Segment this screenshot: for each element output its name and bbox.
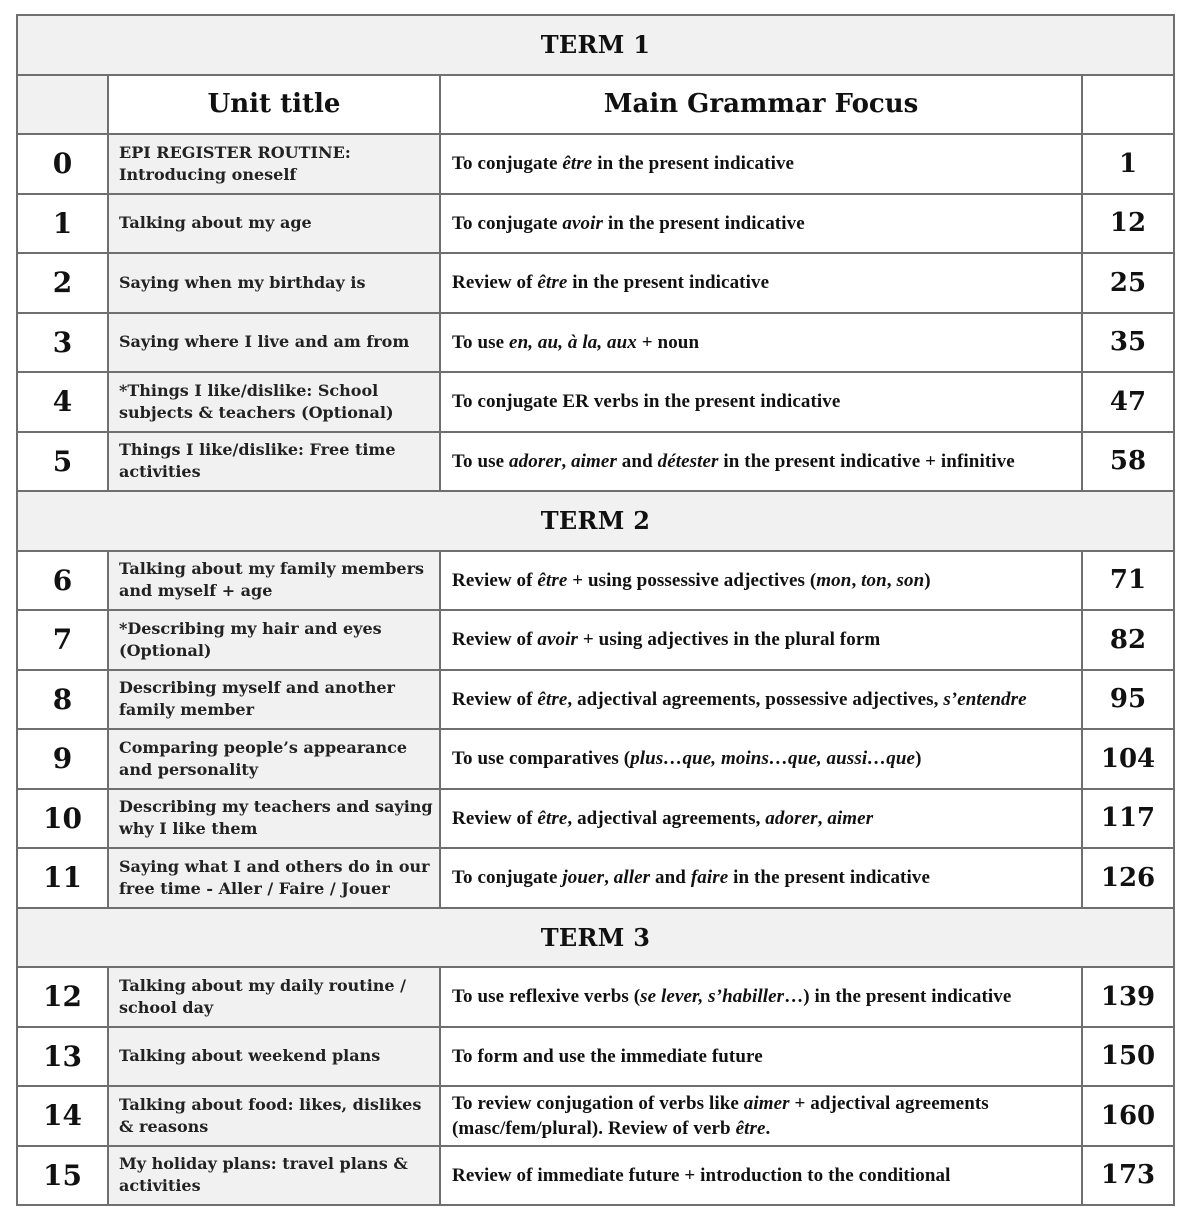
grammar-text-segment: + adjectival agreements (masc/fem/plural). Review of verb — [452, 1092, 989, 1139]
grammar-text-segment: To conjugate — [452, 153, 563, 175]
grammar-italic-term: ton — [861, 569, 887, 591]
table-row — [17, 432, 1174, 492]
term-heading: TERM 2 — [17, 491, 1174, 551]
grammar-italic-term: s’entendre — [943, 688, 1027, 710]
grammar-italic-term: aller — [613, 867, 651, 889]
grammar-focus — [440, 729, 1082, 789]
grammar-italic-term: détester — [657, 450, 719, 472]
grammar-italic-term: faire — [690, 867, 729, 889]
grammar-text-segment: + using adjectives in the plural form — [578, 629, 881, 651]
grammar-focus — [440, 194, 1082, 254]
grammar-focus-text — [452, 865, 1073, 890]
unit-title: Describing myself and another family member — [108, 670, 440, 730]
unit-number: 5 — [17, 432, 108, 492]
page-number: 104 — [1082, 729, 1174, 789]
grammar-italic-term: avoir — [537, 629, 579, 651]
table-row — [17, 313, 1174, 373]
unit-title: My holiday plans: travel plans & activities — [108, 1146, 440, 1206]
grammar-text-segment: To use reflexive verbs ( — [452, 986, 641, 1008]
grammar-focus-text — [452, 330, 1073, 355]
grammar-focus-text — [452, 270, 1073, 295]
unit-title: *Describing my hair and eyes (Optional) — [108, 610, 440, 670]
grammar-text-segment: To review conjugation of verbs like — [452, 1092, 744, 1114]
page-number: 25 — [1082, 253, 1174, 313]
page-number: 160 — [1082, 1086, 1174, 1146]
unit-number: 3 — [17, 313, 108, 373]
table-row — [17, 789, 1174, 849]
unit-number: 8 — [17, 670, 108, 730]
grammar-focus-text — [452, 984, 1073, 1009]
unit-number: 2 — [17, 253, 108, 313]
grammar-italic-term: être — [537, 272, 568, 294]
unit-number: 10 — [17, 789, 108, 849]
grammar-focus — [440, 848, 1082, 908]
table-row — [17, 253, 1174, 313]
page-number: 173 — [1082, 1146, 1174, 1206]
table-row — [17, 670, 1174, 730]
unit-title: Talking about my family members and myself + age — [108, 551, 440, 611]
grammar-italic-term: jouer — [562, 867, 605, 889]
grammar-text-segment: To use — [452, 331, 510, 353]
page-number: 95 — [1082, 670, 1174, 730]
grammar-focus-text — [452, 449, 1073, 474]
grammar-focus — [440, 551, 1082, 611]
unit-title: Talking about my age — [108, 194, 440, 254]
grammar-focus — [440, 313, 1082, 373]
grammar-focus — [440, 789, 1082, 849]
grammar-text-segment: To use — [452, 450, 510, 472]
page-number: 139 — [1082, 967, 1174, 1027]
unit-number: 6 — [17, 551, 108, 611]
grammar-text-segment: Review of — [452, 629, 538, 651]
unit-number: 1 — [17, 194, 108, 254]
grammar-text-segment: To conjugate — [452, 867, 563, 889]
unit-title: *Things I like/dislike: School subjects & teachers (Optional) — [108, 372, 440, 432]
grammar-focus-text — [452, 1091, 1073, 1141]
grammar-focus — [440, 1086, 1082, 1146]
grammar-focus-text — [452, 627, 1073, 652]
grammar-italic-term: être — [537, 569, 568, 591]
grammar-italic-term: aimer — [571, 450, 617, 472]
grammar-text-segment: + using possessive adjectives ( — [567, 569, 817, 591]
grammar-text-segment: ) — [924, 569, 931, 591]
page-number: 1 — [1082, 134, 1174, 194]
scheme-of-work-table — [16, 14, 1175, 1206]
unit-number: 4 — [17, 372, 108, 432]
grammar-italic-term: aimer — [827, 807, 874, 829]
grammar-italic-term: son — [896, 569, 925, 591]
grammar-text-segment: Review of — [452, 569, 538, 591]
unit-number: 12 — [17, 967, 108, 1027]
page-number: 126 — [1082, 848, 1174, 908]
header-grammar-focus: Main Grammar Focus — [440, 75, 1082, 135]
unit-number: 13 — [17, 1027, 108, 1087]
page-number: 12 — [1082, 194, 1174, 254]
table-row — [17, 551, 1174, 611]
unit-number: 11 — [17, 848, 108, 908]
grammar-text-segment: and — [650, 867, 691, 889]
grammar-text-segment: , — [604, 867, 614, 889]
page-number: 47 — [1082, 372, 1174, 432]
grammar-italic-term: mon — [816, 569, 852, 591]
unit-number: 15 — [17, 1146, 108, 1206]
unit-number: 7 — [17, 610, 108, 670]
grammar-focus — [440, 372, 1082, 432]
grammar-focus-text — [452, 151, 1073, 176]
table-row — [17, 1027, 1174, 1087]
table-row — [17, 848, 1174, 908]
grammar-focus-text — [452, 806, 1073, 831]
page-number: 35 — [1082, 313, 1174, 373]
grammar-focus — [440, 1146, 1082, 1206]
grammar-italic-term: adorer — [509, 450, 562, 472]
unit-number: 14 — [17, 1086, 108, 1146]
grammar-focus — [440, 134, 1082, 194]
grammar-focus — [440, 253, 1082, 313]
grammar-italic-term: plus…que, moins…que, aussi…que — [630, 748, 916, 770]
grammar-focus — [440, 670, 1082, 730]
grammar-text-segment: To conjugate ER verbs in the present indicative — [452, 391, 841, 413]
grammar-text-segment: in the present indicative — [567, 272, 770, 294]
term-header-row — [17, 15, 1174, 75]
page-number: 117 — [1082, 789, 1174, 849]
grammar-focus-text — [452, 1163, 1073, 1188]
grammar-text-segment: , — [886, 569, 897, 591]
grammar-text-segment: To use comparatives ( — [452, 748, 631, 770]
unit-title: Comparing people’s appearance and personality — [108, 729, 440, 789]
unit-number: 0 — [17, 134, 108, 194]
grammar-italic-term: en, au, à la, aux — [509, 331, 637, 353]
grammar-text-segment: in the present indicative — [728, 867, 930, 889]
grammar-focus-text — [452, 1044, 1073, 1069]
page-number: 150 — [1082, 1027, 1174, 1087]
term-heading: TERM 3 — [17, 908, 1174, 968]
table-body — [17, 15, 1174, 1205]
grammar-focus-text — [452, 211, 1073, 236]
term-header-row — [17, 491, 1174, 551]
table-row — [17, 134, 1174, 194]
table-row — [17, 610, 1174, 670]
grammar-text-segment: …) in the present indicative — [784, 986, 1012, 1008]
unit-title: EPI REGISTER ROUTINE: Introducing oneself — [108, 134, 440, 194]
grammar-text-segment: . — [765, 1117, 771, 1139]
page-number: 58 — [1082, 432, 1174, 492]
grammar-text-segment: , — [561, 450, 572, 472]
grammar-italic-term: se lever, s’habiller — [640, 986, 785, 1008]
term-header-row — [17, 908, 1174, 968]
grammar-focus — [440, 1027, 1082, 1087]
grammar-text-segment: in the present indicative — [603, 212, 805, 234]
grammar-italic-term: adorer — [765, 807, 818, 829]
unit-title: Talking about my daily routine / school day — [108, 967, 440, 1027]
unit-title: Describing my teachers and saying why I like them — [108, 789, 440, 849]
grammar-focus — [440, 432, 1082, 492]
header-unit-title: Unit title — [108, 75, 440, 135]
grammar-text-segment: ) — [915, 748, 922, 770]
grammar-text-segment: , adjectival agreements, — [567, 807, 766, 829]
grammar-italic-term: être — [537, 688, 568, 710]
grammar-italic-term: être — [537, 807, 568, 829]
unit-number: 9 — [17, 729, 108, 789]
grammar-text-segment: and — [616, 450, 658, 472]
grammar-text-segment: in the present indicative — [592, 153, 795, 175]
table-row — [17, 729, 1174, 789]
unit-title: Saying when my birthday is — [108, 253, 440, 313]
table-row — [17, 372, 1174, 432]
grammar-text-segment: Review of immediate future + introduction to the conditional — [452, 1164, 951, 1186]
grammar-italic-term: être — [562, 153, 593, 175]
page-number: 82 — [1082, 610, 1174, 670]
page-number: 71 — [1082, 551, 1174, 611]
unit-title: Saying where I live and am from — [108, 313, 440, 373]
table-row — [17, 194, 1174, 254]
term-heading: TERM 1 — [17, 15, 1174, 75]
grammar-text-segment: Review of — [452, 272, 538, 294]
grammar-text-segment: Review of — [452, 807, 538, 829]
grammar-italic-term: avoir — [562, 212, 603, 234]
grammar-text-segment: , — [817, 807, 828, 829]
grammar-focus-text — [452, 568, 1073, 593]
grammar-text-segment: , adjectival agreements, possessive adjectives, — [567, 688, 944, 710]
grammar-focus-text — [452, 687, 1073, 712]
grammar-focus — [440, 967, 1082, 1027]
grammar-text-segment: To conjugate — [452, 212, 563, 234]
grammar-text-segment: , — [851, 569, 862, 591]
table-row — [17, 1086, 1174, 1146]
grammar-text-segment: + noun — [636, 331, 700, 353]
column-header-row — [17, 75, 1174, 135]
grammar-focus-text — [452, 746, 1073, 771]
unit-title: Things I like/dislike: Free time activities — [108, 432, 440, 492]
table-row — [17, 1146, 1174, 1206]
unit-title: Talking about food: likes, dislikes & reasons — [108, 1086, 440, 1146]
unit-title: Saying what I and others do in our free time - Aller / Faire / Jouer — [108, 848, 440, 908]
grammar-text-segment: Review of — [452, 688, 538, 710]
grammar-text-segment: in the present indicative + infinitive — [718, 450, 1015, 472]
header-unit-number — [17, 75, 108, 135]
table-row — [17, 967, 1174, 1027]
unit-title: Talking about weekend plans — [108, 1027, 440, 1087]
grammar-italic-term: aimer — [743, 1092, 790, 1114]
header-page — [1082, 75, 1174, 135]
grammar-text-segment: To form and use the immediate future — [452, 1045, 763, 1067]
grammar-italic-term: être — [735, 1117, 766, 1139]
grammar-focus-text — [452, 389, 1073, 414]
grammar-focus — [440, 610, 1082, 670]
